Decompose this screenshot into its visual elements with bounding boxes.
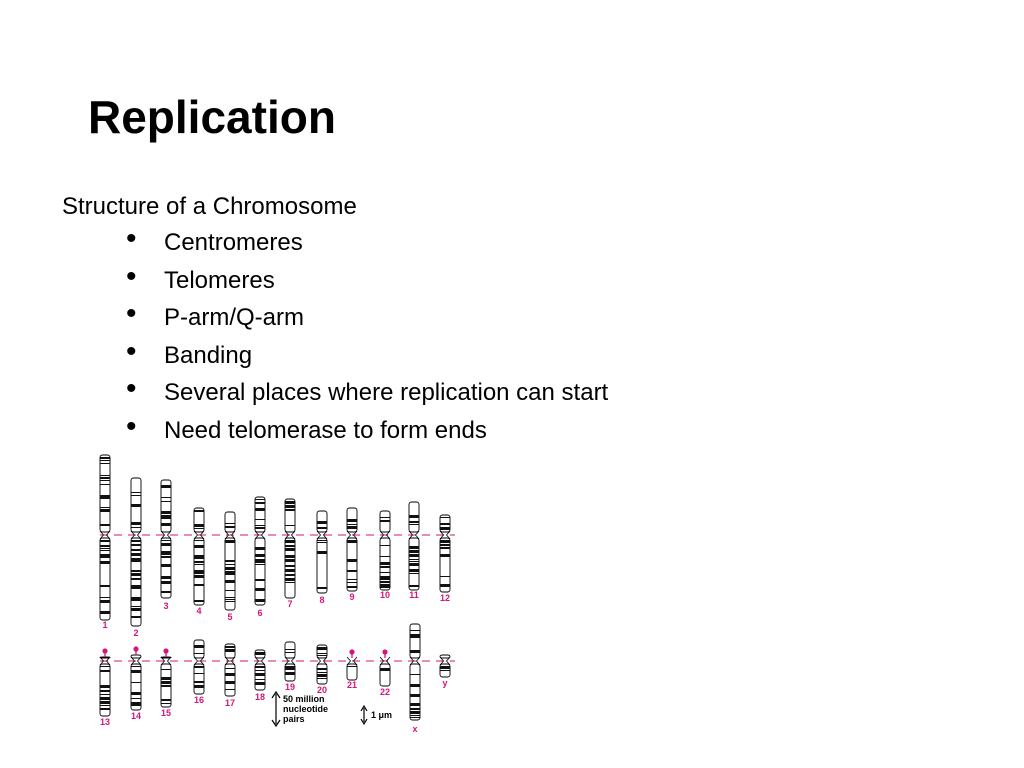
slide-title: Replication <box>88 91 336 143</box>
chromosome-label: 2 <box>133 628 139 638</box>
chromosome-label: 5 <box>227 612 233 622</box>
chromosome-9 <box>347 508 357 602</box>
karyotype-row-1 <box>100 455 455 638</box>
chromosome-label: 21 <box>346 680 358 690</box>
chromosome-15 <box>161 648 171 718</box>
chromosome-14 <box>131 646 141 721</box>
chromosome-18 <box>255 650 265 702</box>
bullet-item <box>124 334 608 379</box>
slide-subtitle: Structure of a Chromosome <box>62 193 357 220</box>
chromosome-label: 11 <box>409 590 419 600</box>
chromosome-20 <box>317 645 327 695</box>
chromosome-y <box>440 655 450 688</box>
chromosome-label: 20 <box>316 685 328 695</box>
chromosome-7 <box>285 499 295 609</box>
chromosome-label: 18 <box>254 692 266 702</box>
bullet-text: Several places where replication can start <box>164 379 609 407</box>
bullet-dot-icon: • <box>126 372 137 406</box>
bullet-text: Telomeres <box>164 266 275 294</box>
chromosome-x <box>410 624 420 734</box>
chromosome-label: 16 <box>193 695 205 705</box>
chromosome-label: 9 <box>349 592 355 602</box>
chromosome-16 <box>194 640 204 705</box>
chromosome-4 <box>194 508 204 616</box>
chromosome-10 <box>380 511 390 600</box>
bullet-item <box>124 222 608 266</box>
chromosome-label: 10 <box>379 590 391 600</box>
chromosome-label: 7 <box>287 599 293 609</box>
chromosome-label: 13 <box>99 717 111 727</box>
chromosome-8 <box>317 511 327 605</box>
chromosome-label: y <box>442 678 448 688</box>
chromosome-label: 22 <box>379 687 391 697</box>
bullet-list <box>124 222 609 454</box>
chromosome-label: 3 <box>163 601 169 611</box>
chromosome-1 <box>100 455 110 630</box>
karyotype-diagram <box>95 450 465 740</box>
chromosome-19 <box>285 642 295 692</box>
chromosome-3 <box>161 480 171 611</box>
bullet-text: Need telomerase to form ends <box>164 416 487 444</box>
chromosome-2 <box>131 478 141 638</box>
bullet-dot-icon: • <box>126 259 137 293</box>
chromosome-17 <box>225 644 235 708</box>
scale-label: 50 million <box>283 694 325 704</box>
chromosome-label: 14 <box>130 711 142 721</box>
chromosome-label: 19 <box>284 682 296 692</box>
bullet-item <box>124 259 608 304</box>
chromosome-label: x <box>412 724 418 734</box>
chromosome-22 <box>380 649 390 697</box>
chromosome-label: 12 <box>439 593 451 603</box>
bullet-dot-icon: • <box>126 334 137 368</box>
karyotype-row-2 <box>100 624 455 734</box>
scale-label: 1 μm <box>371 710 393 720</box>
chromosome-5 <box>225 512 235 622</box>
bullet-text: Centromeres <box>164 229 303 256</box>
scale-bar <box>272 692 392 726</box>
bullet-item <box>124 297 608 341</box>
chromosome-label: 17 <box>224 698 236 708</box>
bullet-item <box>124 372 609 416</box>
chromosome-label: 4 <box>196 606 202 616</box>
chromosome-6 <box>255 497 265 618</box>
chromosome-label: 6 <box>257 608 263 618</box>
chromosome-21 <box>347 649 357 690</box>
scale-label: nucleotide <box>283 704 329 714</box>
chromosome-11 <box>409 502 419 600</box>
bullet-dot-icon: • <box>126 222 137 255</box>
bullet-item <box>124 409 608 454</box>
chromosome-label: 15 <box>160 708 172 718</box>
chromosome-13 <box>100 648 110 727</box>
bullet-dot-icon: • <box>126 409 137 443</box>
chromosome-12 <box>440 515 450 603</box>
chromosome-label: 8 <box>319 595 325 605</box>
chromosome-label: 1 <box>102 620 108 630</box>
bullet-text: Banding <box>164 341 253 369</box>
bullet-dot-icon: • <box>126 297 137 331</box>
bullet-text: P-arm/Q-arm <box>164 304 304 332</box>
scale-label: pairs <box>283 714 305 724</box>
